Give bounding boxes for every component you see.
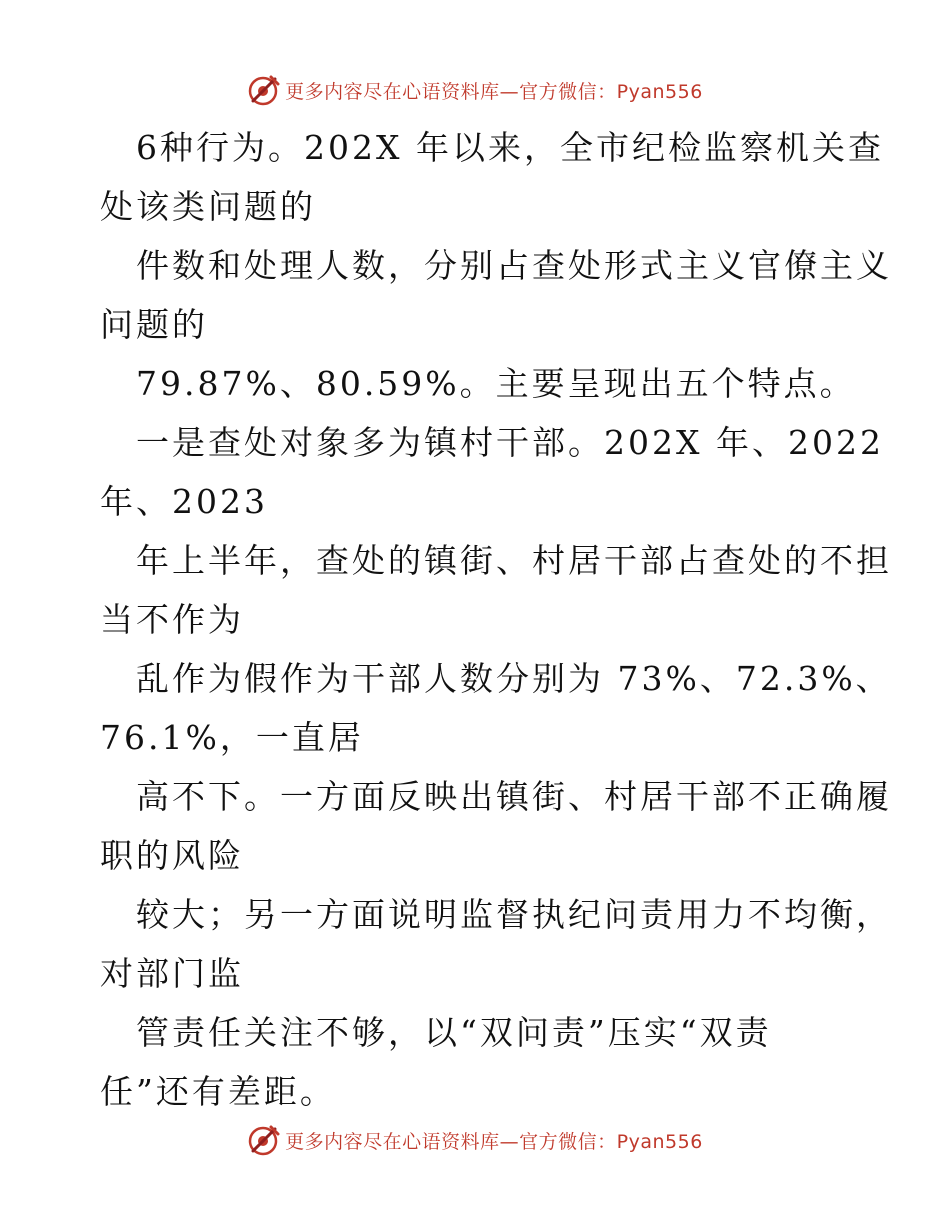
text-line: 较大；另一方面说明监督执纪问责用力不均衡， — [136, 895, 892, 934]
seal-pen-icon — [247, 73, 281, 107]
text-line: 处该类问题的 — [100, 187, 316, 226]
text-line: 年上半年，查处的镇街、村居干部占查处的不担 — [136, 541, 892, 580]
watermark-footer — [0, 1120, 950, 1160]
text-line: 一是查处对象多为镇村干部。202X 年、2022 — [136, 423, 884, 462]
text-line: 当不作为 — [100, 600, 244, 639]
text-line: 年、2023 — [100, 482, 268, 521]
text-line: 件数和处理人数，分别占查处形式主义官僚主义 — [136, 246, 892, 285]
text-line: 高不下。一方面反映出镇街、村居干部不正确履 — [136, 777, 892, 816]
text-line: 任”还有差距。 — [100, 1072, 336, 1111]
text-line: 76.1%，一直居 — [100, 718, 364, 757]
text-line: 6种行为。202X 年以来，全市纪检监察机关查 — [136, 128, 884, 167]
text-line: 职的风险 — [100, 836, 244, 875]
text-line: 对部门监 — [100, 954, 244, 993]
text-line: 79.87%、80.59%。主要呈现出五个特点。 — [136, 364, 856, 403]
watermark-text: 更多内容尽在心语资料库—官方微信：Pyan556 — [285, 80, 703, 103]
watermark-header — [0, 70, 950, 110]
watermark-text: 更多内容尽在心语资料库—官方微信：Pyan556 — [285, 1130, 703, 1153]
text-line: 问题的 — [100, 305, 208, 344]
document-body — [100, 118, 892, 1121]
text-line: 管责任关注不够，以“双问责”压实“双责 — [136, 1013, 772, 1052]
text-line: 乱作为假作为干部人数分别为 73%、72.3%、 — [136, 659, 892, 698]
seal-pen-icon — [247, 1123, 281, 1157]
